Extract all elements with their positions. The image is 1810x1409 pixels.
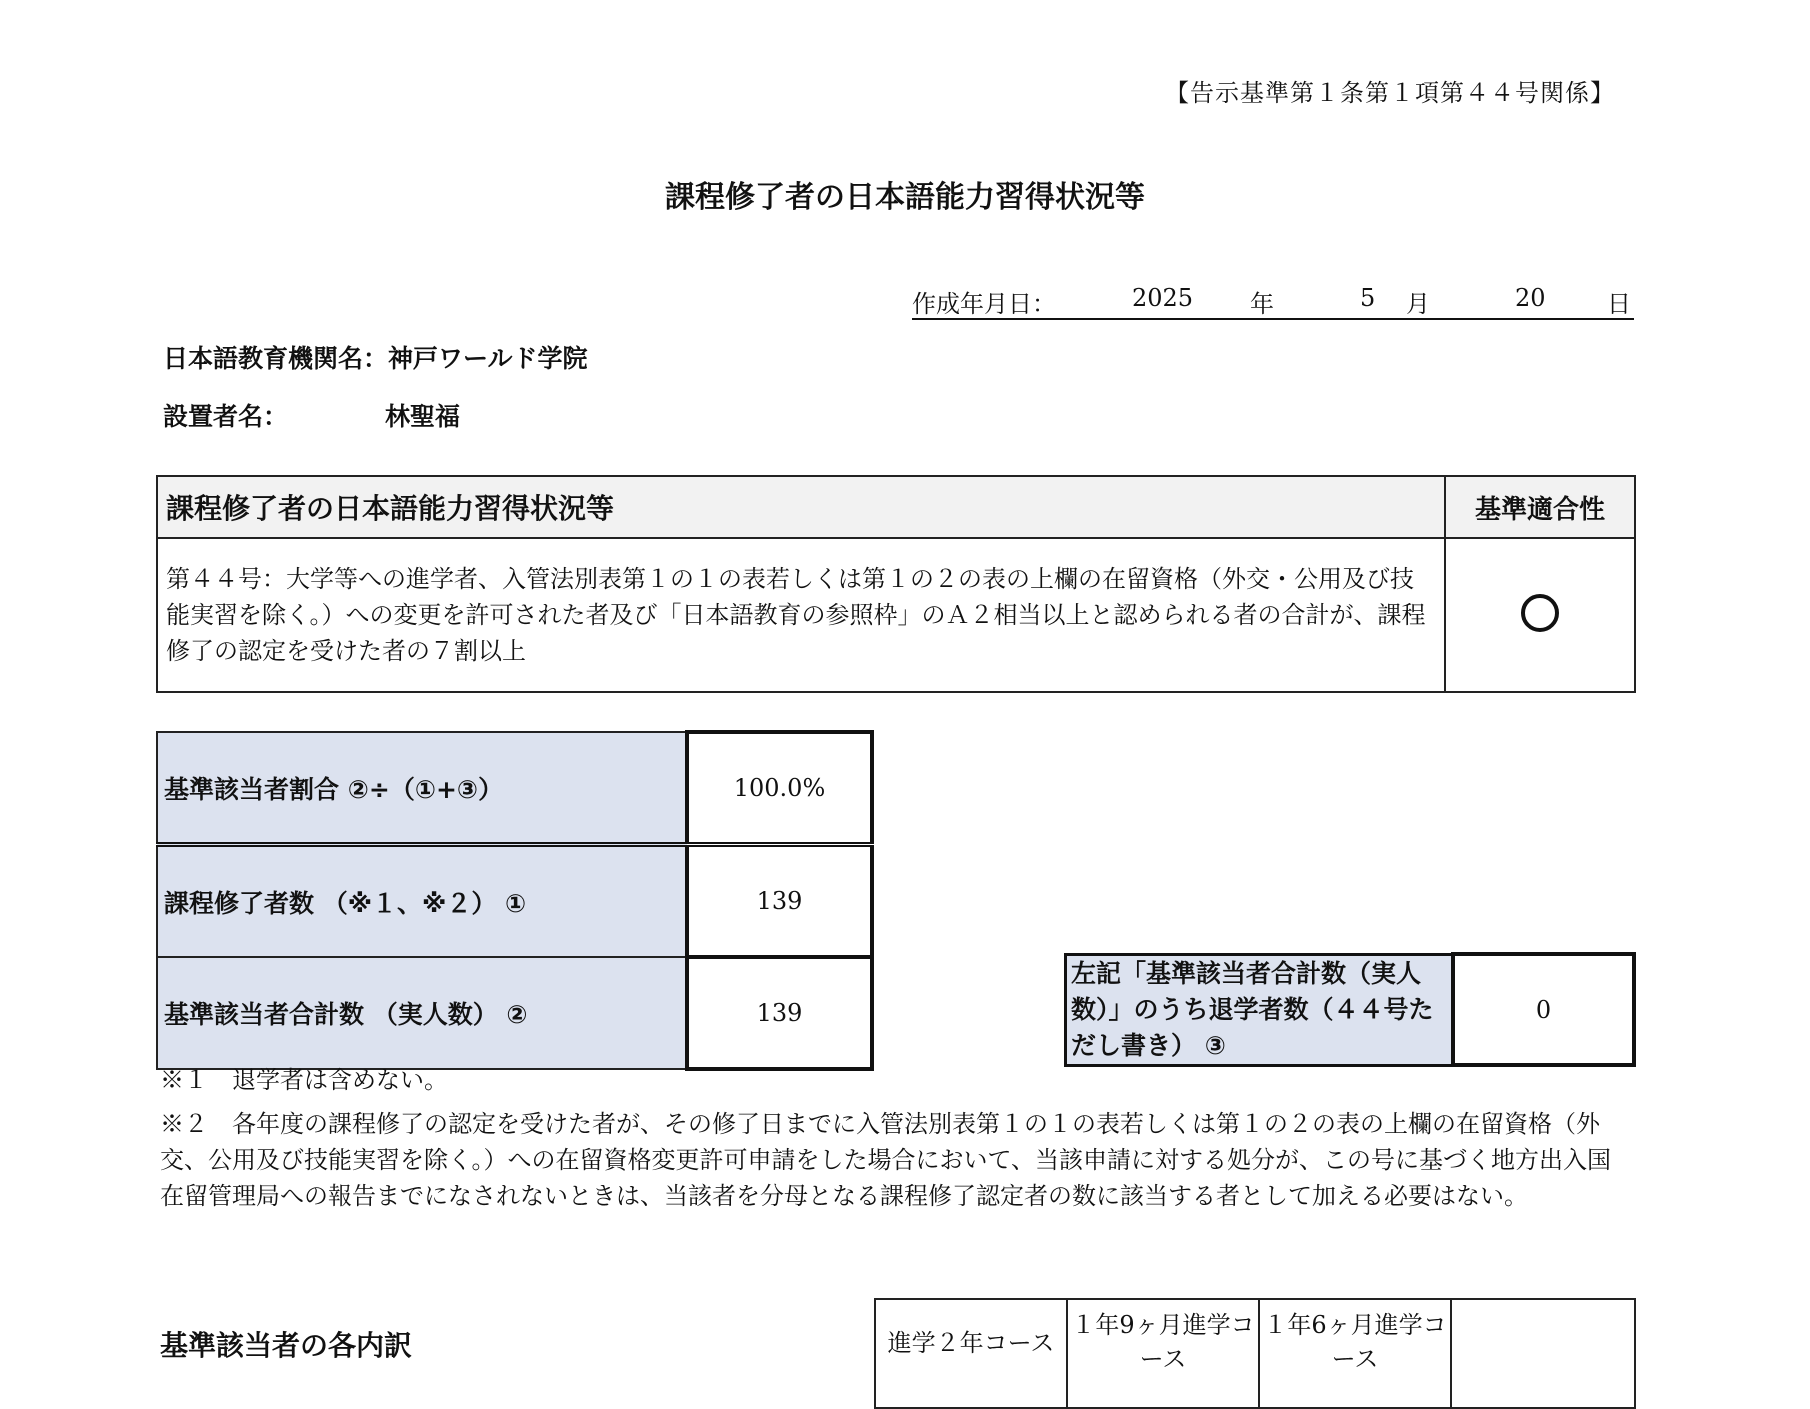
criteria-table — [156, 475, 1636, 693]
date-month-unit: 月 — [1406, 290, 1430, 318]
page-title: 課程修了者の日本語能力習得状況等 — [665, 180, 1145, 215]
regulation-reference: 【告示基準第１条第１項第４４号関係】 — [1165, 79, 1615, 107]
note-2: ※２ 各年度の課程修了の認定を受けた者が、その修了日までに入管法別表第１の１の表若しくは第１の２の表の上欄の在留資格（外交、公用及び技能実習を除く。）への在留資格変更許可申請をした場合において、当該申請に対する処分が、この号に基づく地方出入国在留管理局への報告までになされないときは、当該者を分母となる課程修了認定者の数に該当する者として加える必要はない。 — [160, 1110, 1612, 1210]
founder-name: 林聖福 — [385, 402, 461, 431]
date-month: 5 — [1360, 284, 1376, 312]
founder-row — [163, 397, 461, 433]
founder-label: 設置者名： — [163, 402, 289, 431]
withdrawal-table — [1064, 952, 1636, 1067]
ratio-value: 100.0% — [687, 732, 872, 845]
numbers-table — [156, 730, 874, 1071]
completers-label: 課程修了者数 （※１、※２） ① — [157, 845, 687, 958]
criteria-description: 第４４号：大学等への進学者、入管法別表第１の１の表若しくは第１の２の表の上欄の在留資格（外交・公用及び技能実習を除く。）への変更を許可された者及び「日本語教育の参照枠」のＡ２相当以上と認められる者の合計が、課程修了の認定を受けた者の７割以上 — [157, 538, 1445, 692]
course-header-2: １年9ヶ月進学コース — [1067, 1299, 1259, 1408]
course-header-1: 進学２年コース — [875, 1299, 1067, 1408]
date-day-unit: 日 — [1607, 290, 1631, 318]
course-table — [874, 1298, 1636, 1409]
date-label: 作成年月日： — [912, 290, 1056, 318]
completers-value: 139 — [687, 845, 872, 958]
course-header-3: １年6ヶ月進学コース — [1259, 1299, 1451, 1408]
compliance-circle-icon — [1521, 594, 1559, 632]
date-year: 2025 — [1132, 284, 1194, 312]
compliance-header: 基準適合性 — [1445, 476, 1635, 538]
compliance-cell — [1445, 538, 1635, 692]
breakdown-title: 基準該当者の各内訳 — [160, 1329, 413, 1362]
qualified-value: 139 — [687, 957, 872, 1069]
qualified-label: 基準該当者合計数 （実人数） ② — [157, 957, 687, 1069]
date-day: 20 — [1515, 284, 1546, 312]
withdrawal-label: 左記「基準該当者合計数（実人数）」のうち退学者数（４４号ただし書き） ③ — [1066, 954, 1454, 1065]
institution-label: 日本語教育機関名： — [163, 344, 389, 373]
withdrawal-value: 0 — [1453, 954, 1634, 1065]
ratio-label: 基準該当者割合 ②÷（①+③） — [157, 732, 687, 845]
institution-name: 神戸ワールド学院 — [388, 344, 588, 373]
criteria-header: 課程修了者の日本語能力習得状況等 — [157, 476, 1445, 538]
date-year-unit: 年 — [1250, 290, 1274, 318]
creation-date — [912, 284, 1634, 320]
note-1: ※１ 退学者は含めない。 — [160, 1066, 448, 1094]
institution-row — [163, 339, 588, 375]
course-header-4 — [1451, 1299, 1635, 1408]
